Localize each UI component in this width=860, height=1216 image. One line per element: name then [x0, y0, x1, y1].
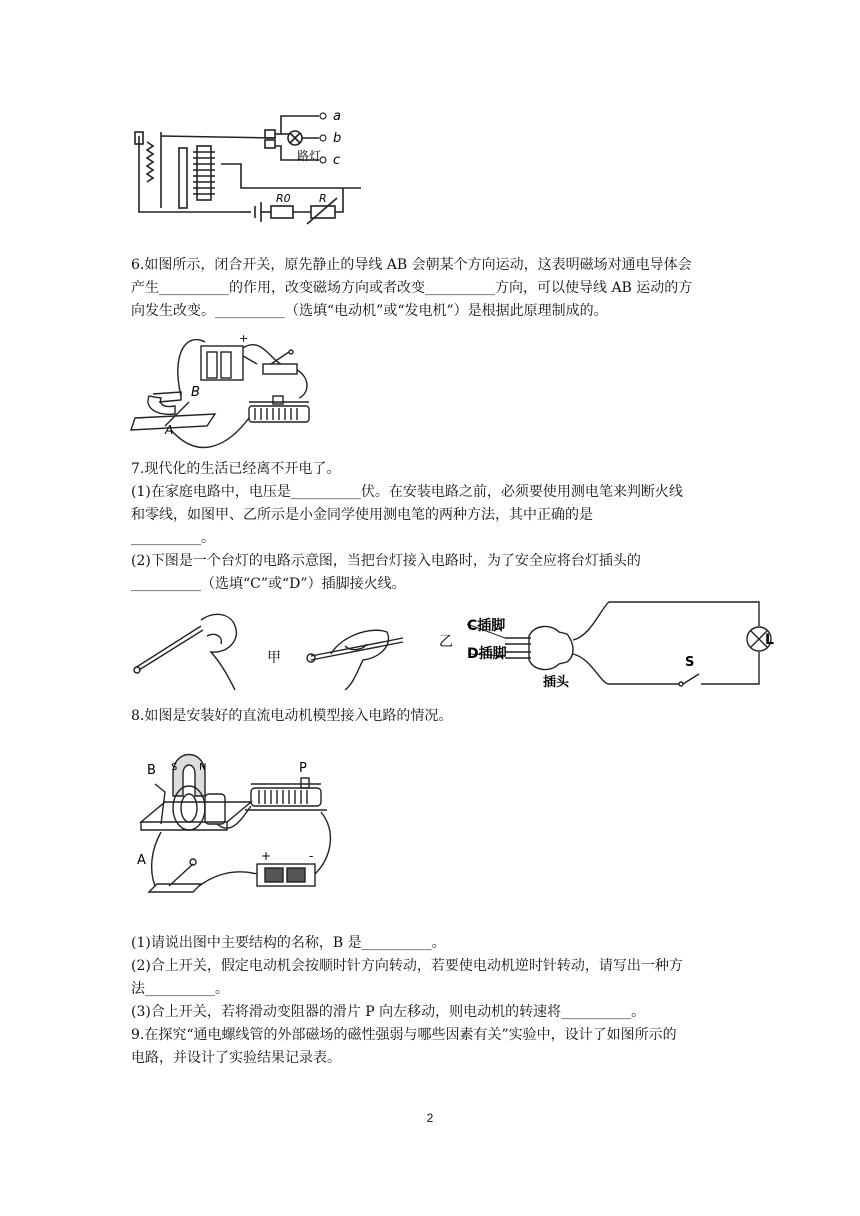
q7-line-2: (1)在家庭电路中，电压是__________伏。在安装电路之前，必须要使用测电笔来判断火线: [131, 484, 683, 500]
wire-in-magnet-figure: [131, 334, 331, 452]
magnet-n-label: N: [199, 762, 207, 773]
method-yi-label: 乙: [439, 634, 453, 650]
question-8-parts: [131, 932, 731, 1024]
battery-minus-label: -: [309, 849, 314, 863]
c-pin-label: C插脚: [467, 618, 506, 634]
plug-label: 插头: [543, 675, 570, 690]
q9-line-1: 9.在探究“通电螺线管的外部磁场的磁性强弱与哪些因素有关”实验中，设计了如图所示的: [131, 1027, 677, 1043]
switch-s-label: S: [685, 655, 695, 670]
q8-line-1: 8.如图是安装好的直流电动机模型接入电路的情况。: [131, 708, 453, 724]
question-7: [131, 458, 731, 596]
q6-line-3: 向发生改变。__________（选填“电动机”或“发电机”）是根据此原理制成的。: [131, 303, 608, 319]
q7-line-5: (2)下图是一个台灯的电路示意图，当把台灯接入电路时，为了安全应将台灯插头的: [131, 553, 641, 569]
terminal-a-label: a: [333, 109, 341, 124]
q8-line-3: (2)合上开关，假定电动机会按顺时针方向转动，若要使电动机逆时针转动，请写出一种方: [131, 958, 683, 974]
question-6: [131, 254, 731, 323]
method-jia-label: 甲: [267, 650, 281, 666]
q8-line-4: 法__________。: [131, 981, 229, 997]
dc-motor-figure: [131, 740, 341, 910]
battery-plus-label: +: [261, 849, 272, 863]
wire-b-label: B: [191, 385, 200, 400]
battery-plus-label: +: [239, 332, 249, 345]
lamp-l-label: L: [765, 632, 774, 648]
q9-line-2: 电路，并设计了实验结果记录表。: [131, 1050, 341, 1066]
battery-minus-label: -: [201, 334, 205, 347]
relay-circuit-figure: [131, 108, 361, 228]
q6-line-1: 6.如图所示，闭合开关，原先静止的导线 AB 会朝某个方向运动，这表明磁场对通电导体会: [131, 257, 692, 273]
q7-line-6: __________（选填“C”或“D”）插脚接火线。: [131, 576, 406, 592]
q8-line-2: (1)请说出图中主要结构的名称，B 是__________。: [131, 935, 446, 951]
q7-line-4: __________。: [131, 530, 215, 546]
lamp-label: 路灯: [297, 149, 322, 163]
brush-b-label: B: [147, 763, 156, 778]
d-pin-label: D插脚: [467, 646, 507, 662]
q8-line-5: (3)合上开关，若将滑动变阻器的滑片 P 向左移动，则电动机的转速将__________。: [131, 1004, 646, 1020]
terminal-c-label: c: [333, 153, 341, 168]
test-pen-and-lamp-figure: [131, 596, 774, 692]
wire-a-label: A: [165, 423, 174, 437]
r-label: R: [319, 192, 327, 205]
terminal-b-label: b: [333, 131, 342, 146]
q7-line-3: 和零线，如图甲、乙所示是小金同学使用测电笔的两种方法，其中正确的是: [131, 507, 593, 523]
question-9: [131, 1024, 731, 1070]
q7-line-1: 7.现代化的生活已经离不开电了。: [131, 461, 341, 477]
r0-label: R0: [276, 192, 291, 205]
question-8-intro: [131, 705, 731, 728]
page-number: 2: [426, 1111, 434, 1125]
q6-line-2: 产生__________的作用，改变磁场方向或者改变__________方向，可以使导线 AB 运动的方: [131, 280, 693, 296]
slider-p-label: P: [299, 761, 307, 776]
magnet-s-label: S: [171, 762, 178, 773]
point-a-label: A: [137, 853, 146, 868]
